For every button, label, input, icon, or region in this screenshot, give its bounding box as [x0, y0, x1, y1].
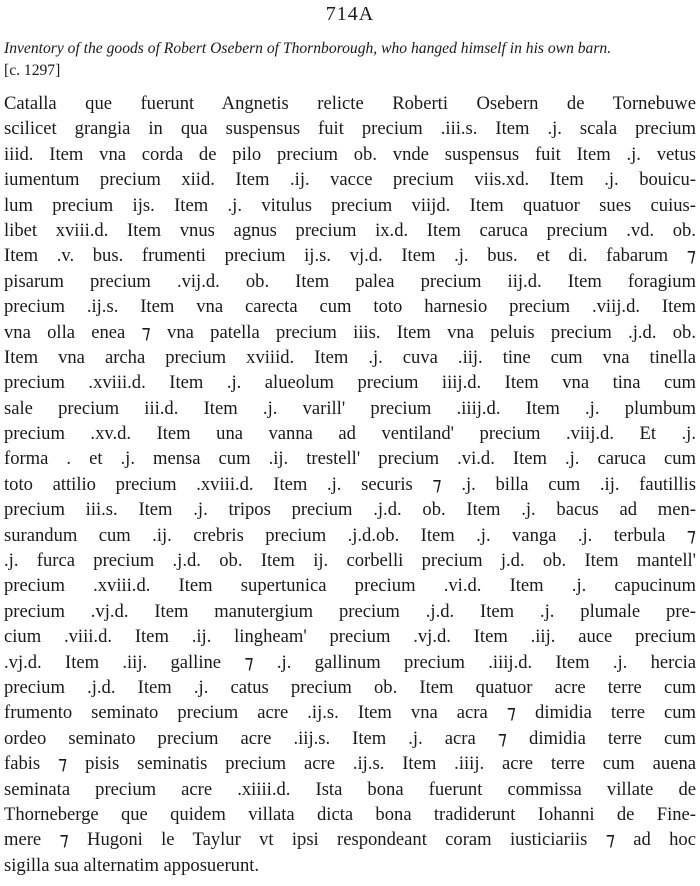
text-line: fabis ⁊ pisis seminatis precium acre .ij.s. Item .iiij. acre terre cum auena: [4, 753, 696, 775]
text-line: forma . et .j. mensa cum .ij. trestell' precium .vi.d. Item .j. caruca cum: [4, 448, 696, 470]
heading-date: [c. 1297]: [4, 62, 61, 79]
page-number: 714A: [325, 3, 375, 25]
text-line: .j. furca precium .j.d. ob. Item ij. corbelli precium j.d. ob. Item mantell': [4, 550, 696, 572]
document-heading: [4, 38, 696, 82]
heading-title: Inventory of the goods of Robert Osebern of Thornborough, who hanged himself in his own barn.: [4, 40, 612, 57]
text-line: precium .xv.d. Item una vanna ad ventiland' precium .viij.d. Et .j.: [4, 423, 696, 445]
text-line: pisarum precium .vij.d. ob. Item palea precium iij.d. Item foragium: [4, 270, 696, 292]
text-line: lum precium ijs. Item .j. vitulus precium viijd. Item quatuor sues cuius-: [4, 194, 696, 216]
text-line: Thorneberge que quidem villata dicta bona tradiderunt Iohanni de Fine-: [4, 803, 696, 825]
text-line: cium .viii.d. Item .ij. lingheam' precium .vj.d. Item .iij. auce precium: [4, 626, 696, 648]
text-line: sigilla sua alternatim apposuerunt.: [4, 854, 260, 876]
text-line: .vj.d. Item .iij. galline ⁊ .j. gallinum precium .iiij.d. Item .j. hercia: [4, 651, 696, 673]
body-text: [4, 91, 696, 878]
text-line: precium .vj.d. Item manutergium precium .j.d. Item .j. plumale pre-: [4, 600, 696, 622]
text-line: mere ⁊ Hugoni le Taylur vt ipsi respondeant coram iusticiariis ⁊ ad hoc: [4, 829, 696, 851]
text-line: libet xviii.d. Item vnus agnus precium ix.d. Item caruca precium .vd. ob.: [4, 219, 696, 241]
text-line: precium .xviii.d. Item supertunica precium .vi.d. Item .j. capucinum: [4, 575, 696, 597]
text-line: ordeo seminato precium acre .iij.s. Item .j. acra ⁊ dimidia terre cum: [4, 727, 696, 749]
text-line: seminata precium acre .xiiii.d. Ista bona fuerunt commissa villate de: [4, 778, 696, 800]
text-line: Catalla que fuerunt Angnetis relicte Roberti Osebern de Tornebuwe: [4, 93, 696, 114]
text-line: surandum cum .ij. crebris precium .j.d.ob. Item .j. vanga .j. terbula ⁊: [4, 524, 696, 546]
text-line: Item .v. bus. frumenti precium ij.s. vj.d. Item .j. bus. et di. fabarum ⁊: [4, 245, 696, 267]
text-line: Item vna archa precium xviiid. Item .j. cuva .iij. tine cum vna tinella: [4, 346, 696, 368]
text-line: precium .ij.s. Item vna carecta cum toto harnesio precium .viij.d. Item: [4, 296, 696, 318]
text-line: toto attilio precium .xviii.d. Item .j. securis ⁊ .j. billa cum .ij. fautillis: [4, 473, 696, 495]
text-line: vna olla enea ⁊ vna patella precium iiis. Item vna peluis precium .j.d. ob.: [4, 321, 696, 343]
text-line: precium .j.d. Item .j. catus precium ob. Item quatuor acre terre cum: [4, 676, 696, 698]
text-line: frumento seminato precium acre .ij.s. Item vna acra ⁊ dimidia terre cum: [4, 702, 696, 724]
text-line: iumentum precium xiid. Item .ij. vacce precium viis.xd. Item .j. bouicu-: [4, 169, 696, 191]
text-line: precium iii.s. Item .j. tripos precium .j.d. ob. Item .j. bacus ad men-: [4, 499, 696, 521]
text-line: precium .xviii.d. Item .j. alueolum precium iiij.d. Item vna tina cum: [4, 372, 696, 394]
text-line: iiid. Item vna corda de pilo precium ob. vnde suspensus fuit Item .j. vetus: [4, 143, 696, 165]
text-line: sale precium iii.d. Item .j. varill' precium .iiij.d. Item .j. plumbum: [4, 397, 696, 419]
text-line: scilicet grangia in qua suspensus fuit precium .iii.s. Item .j. scala precium: [4, 118, 696, 140]
